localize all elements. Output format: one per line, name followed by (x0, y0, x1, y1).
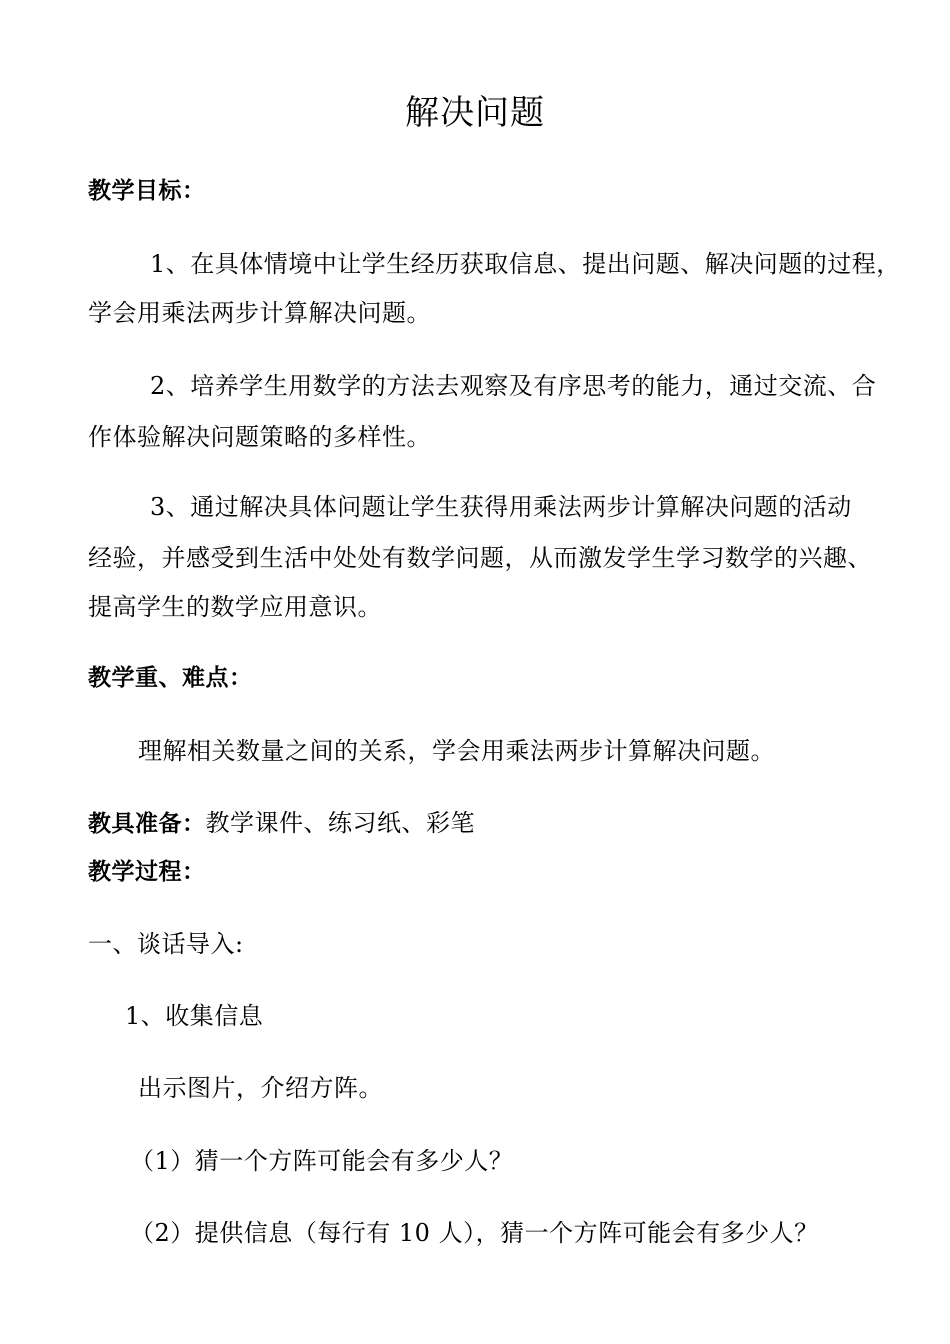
page-title: 解决问题 (405, 93, 545, 133)
objective-1-line-1: 1、在具体情境中让学生经历获取信息、提出问题、解决问题的过程， (150, 250, 901, 278)
objective-1-line-2: 学会用乘法两步计算解决问题。 (88, 299, 431, 327)
objective-3-line-2: 经验，并感受到生活中处处有数学问题，从而激发学生学习数学的兴趣、 (88, 544, 872, 572)
key-points-text: 理解相关数量之间的关系，学会用乘法两步计算解决问题。 (138, 737, 775, 765)
objectives-heading: 教学目标： (88, 178, 206, 204)
objective-2-line-1: 2、培养学生用数学的方法去观察及有序思考的能力，通过交流、合 (150, 372, 877, 400)
show-picture-text: 出示图片，介绍方阵。 (138, 1074, 383, 1102)
materials-text: 教学课件、练习纸、彩笔 (205, 809, 475, 837)
section-1-heading: 一、谈话导入: (88, 930, 244, 958)
question-2: （2）提供信息（每行有 10 人），猜一个方阵可能会有多少人？ (130, 1219, 819, 1247)
materials-line (88, 811, 475, 836)
question-1: （1）猜一个方阵可能会有多少人？ (130, 1147, 514, 1175)
objective-2-line-2: 作体验解决问题策略的多样性。 (88, 423, 431, 451)
key-points-heading: 教学重、难点： (88, 665, 253, 691)
step-1-heading: 1、收集信息 (125, 1002, 264, 1030)
materials-label: 教具准备： (88, 811, 206, 837)
process-heading: 教学过程： (88, 859, 206, 885)
objective-3-line-1: 3、通过解决具体问题让学生获得用乘法两步计算解决问题的活动 (150, 493, 852, 521)
objective-3-line-3: 提高学生的数学应用意识。 (88, 593, 382, 621)
